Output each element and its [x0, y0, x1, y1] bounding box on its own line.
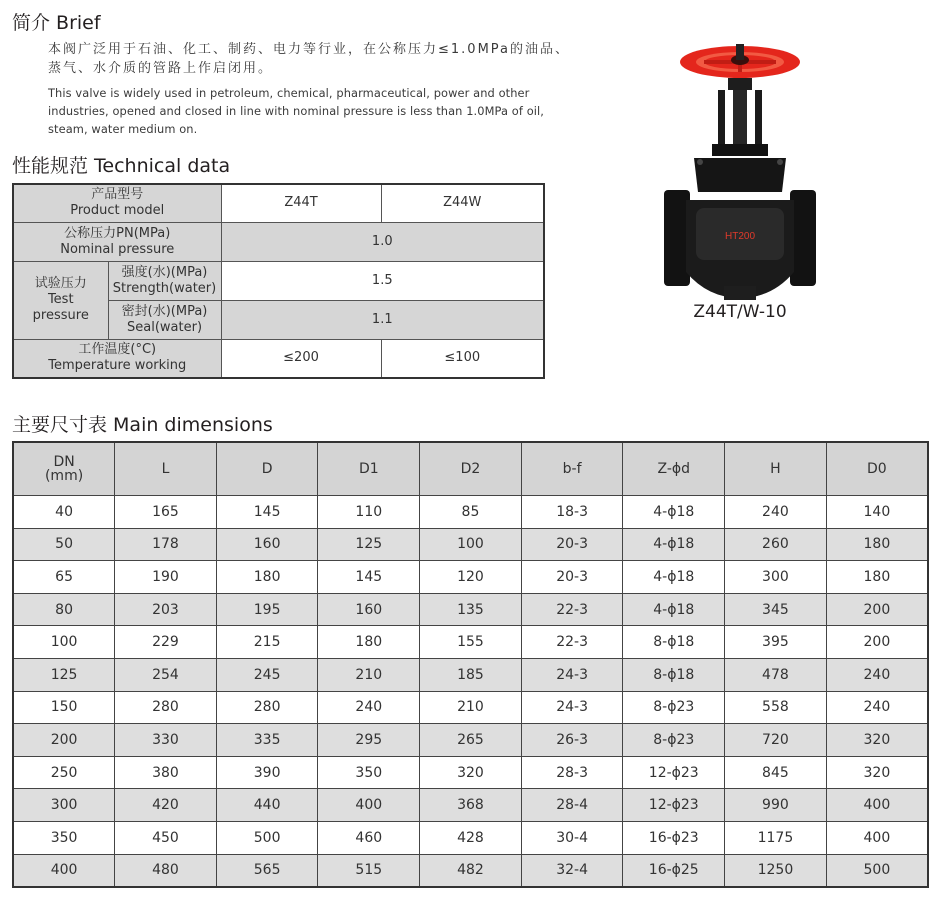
table-cell: 390: [216, 756, 318, 789]
temperature-z44w: ≤100: [381, 339, 544, 378]
dimensions-header-row: [13, 442, 928, 496]
technical-heading: 性能规范 Technical data: [12, 155, 231, 177]
model-z44t: Z44T: [221, 184, 381, 222]
table-row: [13, 626, 928, 659]
table-cell: 8-ϕ18: [623, 626, 725, 659]
table-cell: 185: [420, 658, 522, 691]
table-cell: 280: [115, 691, 217, 724]
table-cell: 440: [216, 789, 318, 822]
table-cell: 295: [318, 724, 420, 757]
table-cell: 180: [216, 561, 318, 594]
table-cell: 8-ϕ23: [623, 691, 725, 724]
product-model-label: 产品型号 Product model: [13, 184, 221, 222]
table-cell: 400: [13, 854, 115, 887]
table-cell: 140: [826, 496, 928, 529]
table-cell: 160: [216, 528, 318, 561]
temperature-z44t: ≤200: [221, 339, 381, 378]
nominal-pressure-value: 1.0: [221, 222, 544, 261]
table-cell: 320: [826, 724, 928, 757]
table-cell: 100: [13, 626, 115, 659]
table-cell: 395: [725, 626, 827, 659]
table-cell: 250: [13, 756, 115, 789]
table-cell: 8-ϕ18: [623, 658, 725, 691]
header-column: D2: [420, 442, 522, 496]
table-row: [13, 756, 928, 789]
table-cell: 480: [115, 854, 217, 887]
header-column: H: [725, 442, 827, 496]
table-cell: 195: [216, 593, 318, 626]
table-cell: 200: [826, 593, 928, 626]
table-cell: 245: [216, 658, 318, 691]
table-row: [13, 496, 928, 529]
table-cell: 24-3: [521, 691, 623, 724]
table-cell: 80: [13, 593, 115, 626]
table-cell: 500: [826, 854, 928, 887]
table-cell: 450: [115, 821, 217, 854]
table-cell: 1175: [725, 821, 827, 854]
table-cell: 320: [826, 756, 928, 789]
header-column: L: [115, 442, 217, 496]
table-row: [13, 593, 928, 626]
table-cell: 210: [318, 658, 420, 691]
table-cell: 12-ϕ23: [623, 789, 725, 822]
table-cell: 500: [216, 821, 318, 854]
table-cell: 210: [420, 691, 522, 724]
technical-data-table: [12, 183, 545, 379]
table-cell: 565: [216, 854, 318, 887]
table-cell: 300: [13, 789, 115, 822]
table-cell: 28-4: [521, 789, 623, 822]
table-cell: 400: [318, 789, 420, 822]
table-row: [13, 854, 928, 887]
table-cell: 16-ϕ23: [623, 821, 725, 854]
table-cell: 145: [216, 496, 318, 529]
table-cell: 203: [115, 593, 217, 626]
table-cell: 420: [115, 789, 217, 822]
table-cell: 720: [725, 724, 827, 757]
test-pressure-label: 试验压力 Test pressure: [13, 261, 108, 339]
brief-english-text: This valve is widely used in petroleum, chemical, pharmaceutical, power and other industries, opened and closed in line with nominal pressure is less than 1.0MPa of oil, steam, water medium on.: [48, 86, 545, 136]
table-row: [13, 658, 928, 691]
table-cell: 368: [420, 789, 522, 822]
table-cell: 16-ϕ25: [623, 854, 725, 887]
table-cell: 155: [420, 626, 522, 659]
table-cell: 200: [826, 626, 928, 659]
table-cell: 26-3: [521, 724, 623, 757]
table-cell: 240: [725, 496, 827, 529]
table-cell: 190: [115, 561, 217, 594]
table-cell: 50: [13, 528, 115, 561]
table-cell: 135: [420, 593, 522, 626]
strength-label: 强度(水)(MPa) Strength(water): [108, 261, 221, 300]
temperature-label: 工作温度(°C) Temperature working: [13, 339, 221, 378]
table-cell: 4-ϕ18: [623, 593, 725, 626]
dimensions-table: [12, 441, 929, 888]
table-cell: 150: [13, 691, 115, 724]
table-cell: 110: [318, 496, 420, 529]
table-cell: 380: [115, 756, 217, 789]
table-cell: 28-3: [521, 756, 623, 789]
table-cell: 260: [725, 528, 827, 561]
table-cell: 845: [725, 756, 827, 789]
table-cell: 265: [420, 724, 522, 757]
table-cell: 558: [725, 691, 827, 724]
table-cell: 100: [420, 528, 522, 561]
table-cell: 1250: [725, 854, 827, 887]
table-row: [13, 789, 928, 822]
header-column: Z-ϕd: [623, 442, 725, 496]
table-cell: 145: [318, 561, 420, 594]
dimensions-heading: 主要尺寸表 Main dimensions: [12, 414, 273, 436]
table-row: [13, 821, 928, 854]
table-cell: 85: [420, 496, 522, 529]
table-cell: 24-3: [521, 658, 623, 691]
table-cell: 165: [115, 496, 217, 529]
table-cell: 300: [725, 561, 827, 594]
table-cell: 125: [13, 658, 115, 691]
table-cell: 22-3: [521, 626, 623, 659]
table-cell: 254: [115, 658, 217, 691]
brief-chinese-text: 本阀广泛用于石油、化工、制药、电力等行业，在公称压力≤1.0MPa的油品、蒸气、水介质的管路上作启闭用。: [48, 42, 571, 76]
header-column: D0: [826, 442, 928, 496]
table-cell: 400: [826, 789, 928, 822]
table-row: [13, 561, 928, 594]
table-cell: 460: [318, 821, 420, 854]
table-cell: 32-4: [521, 854, 623, 887]
header-column: D: [216, 442, 318, 496]
header-dn: DN (mm): [13, 442, 115, 496]
nominal-pressure-label: 公称压力PN(MPa) Nominal pressure: [13, 222, 221, 261]
table-cell: 178: [115, 528, 217, 561]
table-cell: 215: [216, 626, 318, 659]
table-cell: 180: [826, 528, 928, 561]
table-cell: 20-3: [521, 528, 623, 561]
table-cell: 240: [826, 691, 928, 724]
table-cell: 65: [13, 561, 115, 594]
table-cell: 320: [420, 756, 522, 789]
table-row: [13, 691, 928, 724]
table-cell: 125: [318, 528, 420, 561]
table-cell: 350: [318, 756, 420, 789]
table-cell: 22-3: [521, 593, 623, 626]
table-cell: 30-4: [521, 821, 623, 854]
table-cell: 350: [13, 821, 115, 854]
table-cell: 478: [725, 658, 827, 691]
header-column: b-f: [521, 442, 623, 496]
table-cell: 335: [216, 724, 318, 757]
table-cell: 482: [420, 854, 522, 887]
table-cell: 400: [826, 821, 928, 854]
table-cell: 160: [318, 593, 420, 626]
model-z44w: Z44W: [381, 184, 544, 222]
table-row: [13, 528, 928, 561]
table-cell: 200: [13, 724, 115, 757]
strength-value: 1.5: [221, 261, 544, 300]
table-cell: 330: [115, 724, 217, 757]
table-cell: 180: [826, 561, 928, 594]
table-cell: 12-ϕ23: [623, 756, 725, 789]
table-cell: 40: [13, 496, 115, 529]
table-cell: 240: [318, 691, 420, 724]
table-cell: 428: [420, 821, 522, 854]
table-cell: 18-3: [521, 496, 623, 529]
table-cell: 4-ϕ18: [623, 528, 725, 561]
seal-label: 密封(水)(MPa) Seal(water): [108, 300, 221, 339]
table-row: [13, 724, 928, 757]
table-cell: 990: [725, 789, 827, 822]
gate-valve-illustration: [660, 40, 820, 310]
table-cell: 229: [115, 626, 217, 659]
body-marking: HT200: [724, 231, 756, 242]
valve-stem: [733, 90, 747, 148]
header-column: D1: [318, 442, 420, 496]
table-cell: 4-ϕ18: [623, 496, 725, 529]
table-cell: 240: [826, 658, 928, 691]
table-cell: 515: [318, 854, 420, 887]
table-cell: 20-3: [521, 561, 623, 594]
table-cell: 4-ϕ18: [623, 561, 725, 594]
product-caption: Z44T/W-10: [693, 302, 787, 322]
table-cell: 8-ϕ23: [623, 724, 725, 757]
table-cell: 120: [420, 561, 522, 594]
table-cell: 345: [725, 593, 827, 626]
table-cell: 280: [216, 691, 318, 724]
brief-heading: 简介 Brief: [12, 12, 101, 34]
seal-value: 1.1: [221, 300, 544, 339]
table-cell: 180: [318, 626, 420, 659]
